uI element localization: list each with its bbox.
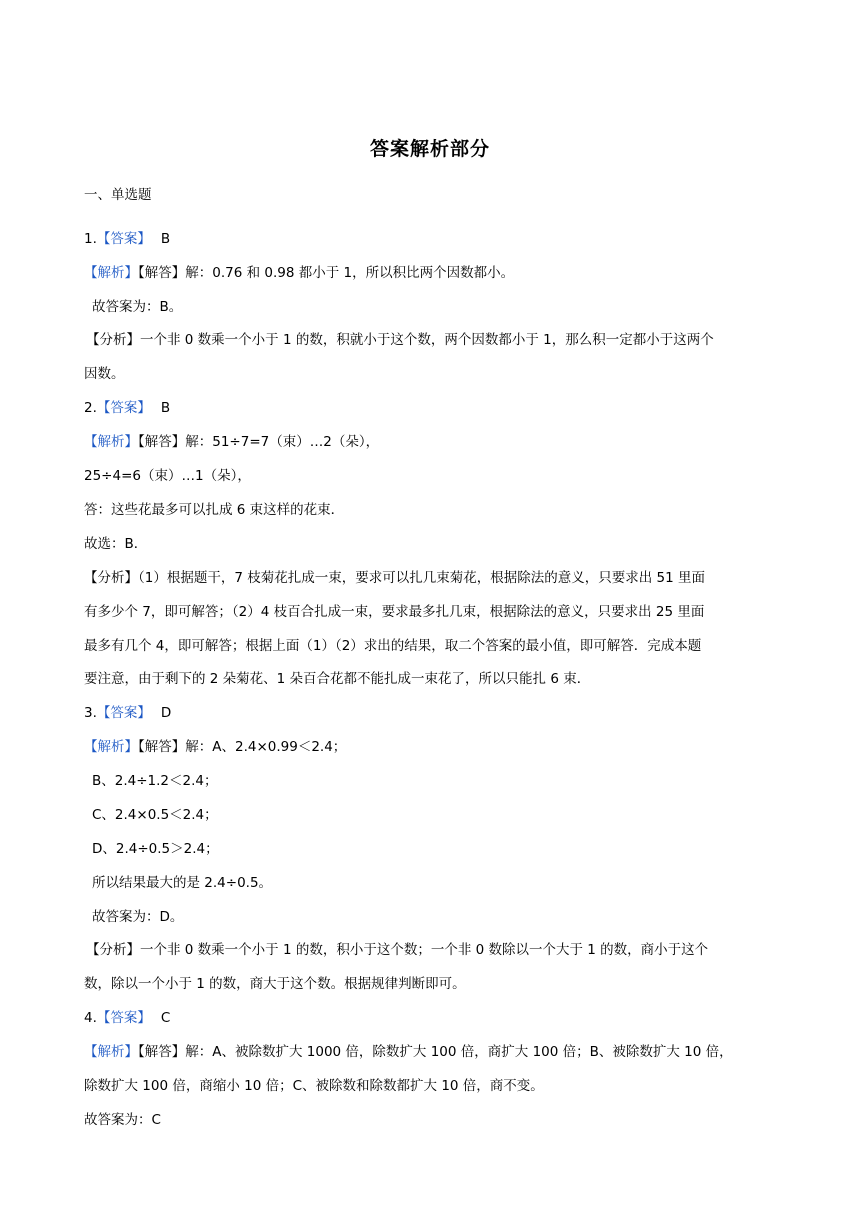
q3-fenxi-2: 数，除以一个小于 1 的数，商大于这个数。根据规律判断即可。 xyxy=(84,976,466,992)
q1-conclusion: 故答案为：B。 xyxy=(92,299,183,315)
q2-answer-line xyxy=(84,398,170,418)
q1-jiexi-text: 【解答】解：0.76 和 0.98 都小于 1，所以积比两个因数都小。 xyxy=(138,265,515,281)
q1-answer-tag: 【答案】 xyxy=(96,231,151,247)
q4-analysis-tag: 【解析】 xyxy=(84,1044,138,1060)
q3-jiexi-text: 【解答】解：A、2.4×0.99＜2.4； xyxy=(138,739,347,755)
q2-fenxi-1: 【分析】（1）根据题干，7 枝菊花扎成一束，要求可以扎几束菊花，根据除法的意义，只要求出 51 里面 xyxy=(84,570,705,586)
q4-number: 4. xyxy=(84,1010,97,1026)
q3-answer-value: D xyxy=(160,705,172,721)
q2-line-4: 故选：B． xyxy=(84,536,148,552)
q2-fenxi-4: 要注意，由于剩下的 2 朵菊花、1 朵百合花都不能扎成一束花了，所以只能扎 6 束． xyxy=(84,671,591,687)
q4-conclusion: 故答案为：C xyxy=(84,1112,161,1128)
q2-fenxi-2: 有多少个 7，即可解答；（2）4 枝百合扎成一束，要求最多扎几束，根据除法的意义，只要求出 25 里面 xyxy=(84,604,705,620)
q3-fenxi-1: 【分析】一个非 0 数乘一个小于 1 的数，积小于这个数；一个非 0 数除以一个大于 1 的数，商小于这个 xyxy=(86,942,709,958)
q1-fenxi-1: 【分析】一个非 0 数乘一个小于 1 的数，积就小于这个数，两个因数都小于 1，那么积一定都小于这两个 xyxy=(86,332,714,348)
q4-jiexi-text: 【解答】解：A、被除数扩大 1000 倍，除数扩大 100 倍，商扩大 100 倍；B、被除数扩大 10 倍， xyxy=(138,1044,733,1060)
q2-jiexi-text: 【解答】解：51÷7=7（束）…2（朵）， xyxy=(138,434,380,450)
q2-number: 2. xyxy=(84,400,97,416)
q4-answer-tag: 【答案】 xyxy=(96,1010,151,1026)
q3-line-d: D、2.4÷0.5＞2.4； xyxy=(92,841,219,857)
q2-answer-value: B xyxy=(160,400,171,416)
q1-jiexi-line xyxy=(84,263,514,283)
q2-analysis-tag: 【解析】 xyxy=(84,434,138,450)
q3-analysis-tag: 【解析】 xyxy=(84,739,138,755)
q1-answer-line xyxy=(84,229,170,249)
q3-line-b: B、2.4÷1.2＜2.4； xyxy=(92,773,218,789)
page-title: 答案解析部分 xyxy=(369,138,490,160)
q2-line-2: 25÷4=6（束）…1（朵）， xyxy=(84,468,251,484)
q1-number: 1. xyxy=(84,231,97,247)
q2-jiexi-line xyxy=(84,432,379,452)
q2-fenxi-3: 最多有几个 4，即可解答；根据上面（1）（2）求出的结果，取二个答案的最小值，即可解答．完成本题 xyxy=(84,638,702,654)
q1-answer-value: B xyxy=(160,231,171,247)
q2-answer-tag: 【答案】 xyxy=(96,400,151,416)
q3-answer-line xyxy=(84,703,171,723)
q3-number: 3. xyxy=(84,705,97,721)
section-heading: 一、单选题 xyxy=(84,187,152,203)
q3-answer-tag: 【答案】 xyxy=(96,705,151,721)
q4-answer-value: C xyxy=(160,1010,171,1026)
q3-line-c: C、2.4×0.5＜2.4； xyxy=(92,807,218,823)
q4-answer-line xyxy=(84,1008,170,1028)
q3-jiexi-line xyxy=(84,737,346,757)
q3-conclusion: 故答案为：D。 xyxy=(92,909,184,925)
q1-fenxi-2: 因数。 xyxy=(84,366,125,382)
q1-analysis-tag: 【解析】 xyxy=(84,265,138,281)
q3-line-e: 所以结果最大的是 2.4÷0.5。 xyxy=(92,875,273,891)
q2-line-3: 答：这些花最多可以扎成 6 束这样的花束． xyxy=(84,502,345,518)
q4-jiexi-line xyxy=(84,1042,733,1062)
q4-line-2: 除数扩大 100 倍，商缩小 10 倍；C、被除数和除数都扩大 10 倍，商不变。 xyxy=(84,1078,544,1094)
